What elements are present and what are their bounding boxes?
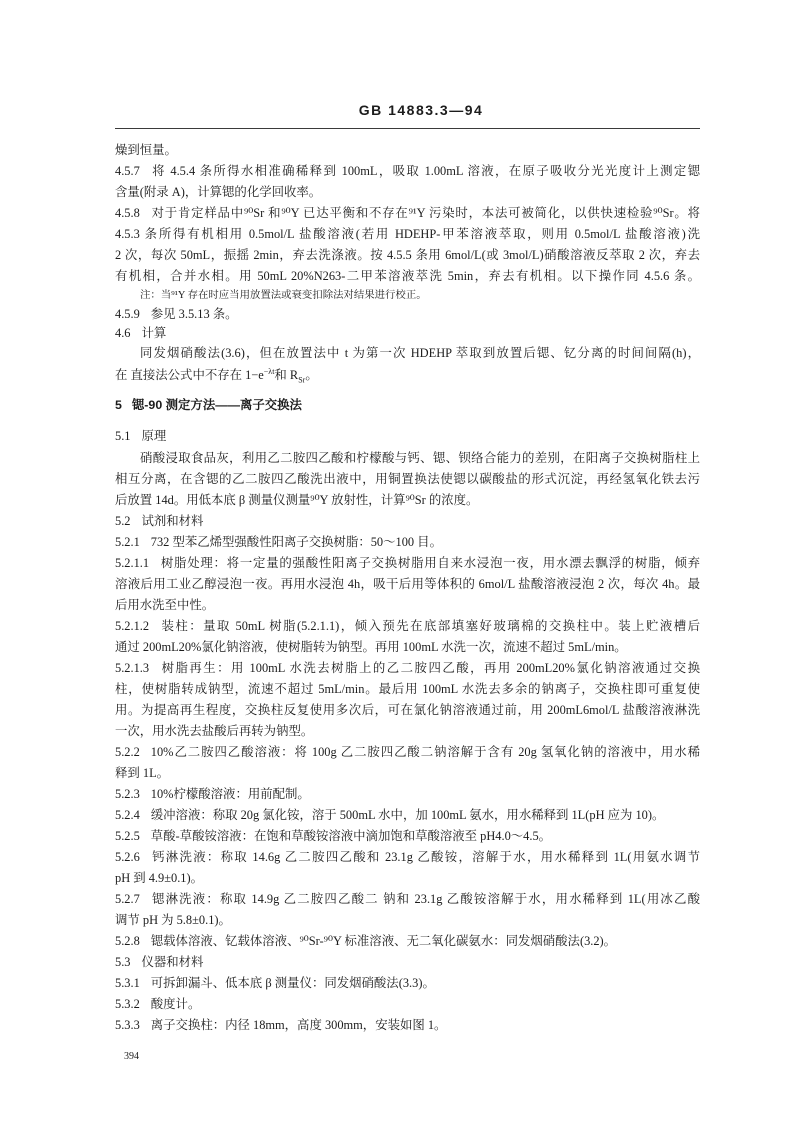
clause-5-2-6: 5.2.6 钙淋洗液：称取 14.6g 乙二胺四乙酸和 23.1g 乙酸铵，溶解于水，用水稀释到 1L(用氨水调节 — [115, 849, 700, 864]
clause-number: 5.2.7 — [115, 891, 140, 906]
text-line: 柱，使树脂转成钠型，流速不超过 5mL/min。最后用 100mL 水洗去多余的钠离子，交换柱即可重复使 — [115, 681, 700, 696]
subscript: Sr — [298, 374, 306, 384]
clause-5-3-1: 5.3.1 可拆卸漏斗、低本底 β 测量仪：同发烟硝酸法(3.3)。 — [115, 975, 435, 990]
clause-4-5-7: 4.5.7 将 4.5.4 条所得水相准确稀释到 100mL，吸取 1.00mL 溶液，在原子吸收分光光度计上测定锶 — [115, 163, 700, 178]
clause-number: 4.5.7 — [115, 163, 140, 178]
clause-number: 5.2.4 — [115, 807, 140, 822]
clause-number: 5.2.2 — [115, 744, 140, 759]
clause-number: 5.2.1 — [115, 534, 140, 549]
text-line: 调节 pH 为 5.8±0.1)。 — [115, 912, 231, 927]
clause-5-2-4: 5.2.4 缓冲溶液：称取 20g 氯化铵，溶于 500mL 水中，加 100mL 氨水，用水稀释到 1L(pH 应为 10)。 — [115, 807, 665, 822]
clause-number: 5.3.1 — [115, 975, 140, 990]
clause-5-2-8: 5.2.8 锶载体溶液、钇载体溶液、⁹⁰Sr-⁹⁰Y 标准溶液、无二氧化碳氨水：同发烟硝酸法(3.2)。 — [115, 933, 617, 948]
text-line: 一次，用水洗去盐酸后再转为钠型。 — [115, 723, 314, 738]
header-rule — [115, 128, 700, 129]
text-line: pH 到 4.9±0.1)。 — [115, 870, 204, 885]
clause-5-2-1-2: 5.2.1.2 装柱：量取 50mL 树脂(5.2.1.1)，倾入预先在底部填塞好玻璃棉的交换柱中。装上贮液槽后 — [115, 618, 700, 633]
clause-number: 5.2.6 — [115, 849, 140, 864]
clause-number: 5.2.5 — [115, 828, 140, 843]
clause-number: 5.2.1.2 — [115, 618, 150, 633]
clause-4-5-9: 4.5.9 参见 3.5.13 条。 — [115, 306, 238, 321]
chapter-number: 5 — [115, 397, 122, 412]
section-heading: 5.3 仪器和材料 — [115, 954, 204, 969]
clause-number: 4.5.9 — [115, 306, 140, 321]
section-heading: 5.2 试剂和材料 — [115, 513, 204, 528]
note: 注：当⁹¹Y 存在时应当用放置法或衰变扣除法对结果进行校正。 — [140, 289, 427, 301]
text-line: 后放置 14d。用低本底 β 测量仪测量⁹⁰Y 放射性，计算⁹⁰Sr 的浓度。 — [115, 492, 479, 507]
section-heading: 4.6 计算 — [115, 325, 167, 340]
document-body — [115, 140, 700, 1036]
clause-5-2-2: 5.2.2 10%乙二胺四乙酸溶液：将 100g 乙二胺四乙酸二钠溶解于含有 20g 氢氧化钠的溶液中，用水稀 — [115, 744, 700, 759]
clause-number: 4.6 — [115, 325, 131, 340]
clause-5-3-3: 5.3.3 离子交换柱：内径 18mm，高度 300mm，安装如图 1。 — [115, 1017, 447, 1032]
text-line: 后用水洗至中性。 — [115, 597, 215, 612]
page-number: 394 — [124, 1051, 139, 1062]
clause-number: 5.2.1.1 — [115, 555, 150, 570]
clause-number: 5.2.3 — [115, 786, 140, 801]
clause-number: 5.2.1.3 — [115, 660, 150, 675]
text-line: 有机相，合并水相。用 50mL 20%N263-二甲苯溶液萃洗 5min，弃去有机相。以下操作同 4.5.6 条。 — [115, 268, 700, 283]
clause-number: 5.3 — [115, 954, 131, 969]
clause-5-3-2: 5.3.2 酸度计。 — [115, 996, 201, 1011]
clause-5-2-5: 5.2.5 草酸-草酸铵溶液：在饱和草酸铵溶液中滴加饱和草酸溶液至 pH4.0～4.5。 — [115, 828, 552, 843]
clause-5-2-1-3: 5.2.1.3 树脂再生：用 100mL 水洗去树脂上的乙二胺四乙酸，再用 200mL20%氯化钠溶液通过交换 — [115, 660, 700, 675]
text-line: 含量(附录 A)，计算锶的化学回收率。 — [115, 184, 322, 199]
section-heading: 5.1 原理 — [115, 428, 167, 443]
clause-5-2-3: 5.2.3 10%柠檬酸溶液：用前配制。 — [115, 786, 310, 801]
clause-number: 5.3.3 — [115, 1017, 140, 1032]
clause-5-2-1: 5.2.1 732 型苯乙烯型强酸性阳离子交换树脂：50～100 目。 — [115, 534, 442, 549]
clause-4-5-8: 4.5.8 对于肯定样品中⁹⁰Sr 和⁹⁰Y 已达平衡和不存在⁹¹Y 污染时，本法可被简化，以供快速检验⁹⁰Sr。将 — [115, 205, 700, 220]
exponent: −λt — [263, 366, 275, 376]
text-line: 硝酸浸取食品灰，利用乙二胺四乙酸和柠檬酸与钙、锶、钡络合能力的差别，在阳离子交换树脂柱上 — [140, 450, 700, 465]
text-line: 4.5.3 条所得有机相用 0.5mol/L 盐酸溶液(若用 HDEHP-甲苯溶液萃取，则用 0.5mol/L 盐酸溶液)洗 — [115, 226, 700, 241]
text-line: 2 次，每次 50mL，振摇 2min，弃去洗涤液。按 4.5.5 条用 6mol/L(或 3mol/L)硝酸溶液反萃取 2 次，弃去 — [115, 247, 700, 262]
clause-number: 5.2.8 — [115, 933, 140, 948]
clause-number: 5.2 — [115, 513, 131, 528]
clause-5-2-1-1: 5.2.1.1 树脂处理：将一定量的强酸性阳离子交换树脂用自来水浸泡一夜，用水漂去飘浮的树脂，倾弃 — [115, 555, 700, 570]
text-line: 相互分离，在含锶的乙二胺四乙酸洗出液中，用铜置换法使锶以碳酸盐的形式沉淀，再经氢氧化铁去污 — [115, 471, 700, 486]
clause-number: 5.1 — [115, 428, 131, 443]
clause-number: 4.5.8 — [115, 205, 140, 220]
text-line: 用。为提高再生程度，交换柱反复使用多次后，可在氯化钠溶液通过前，用 200mL6mol/L 盐酸溶液淋洗 — [115, 702, 700, 717]
text-line: 溶液后用工业乙醇浸泡一夜。再用水浸泡 4h，吸干后用等体积的 6mol/L 盐酸溶液浸泡 2 次，每次 4h。最 — [115, 576, 700, 591]
chapter-heading: 5 锶-90 测定方法——离子交换法 — [115, 397, 302, 412]
standard-header: GB 14883.3—94 — [358, 102, 484, 118]
text-line: 燥到恒量。 — [115, 142, 177, 157]
clause-number: 5.3.2 — [115, 996, 140, 1011]
clause-5-2-7: 5.2.7 锶淋洗液：称取 14.9g 乙二胺四乙酸二 钠和 23.1g 乙酸铵溶解于水，用水稀释到 1L(用冰乙酸 — [115, 891, 700, 906]
text-line: 通过 200mL20%氯化钠溶液，使树脂转为钠型。再用 100mL 水洗一次，流速不超过 5mL/min。 — [115, 639, 627, 654]
text-line: 同发烟硝酸法(3.6)，但在放置法中 t 为第一次 HDEHP 萃取到放置后锶、钇分离的时间间隔(h)， — [140, 345, 700, 360]
text-line: 释到 1L。 — [115, 765, 170, 780]
formula-line: 在 直接法公式中不存在 $1-e^{-\lambda t}$和 $R_{Sr}$。 — [115, 366, 318, 384]
